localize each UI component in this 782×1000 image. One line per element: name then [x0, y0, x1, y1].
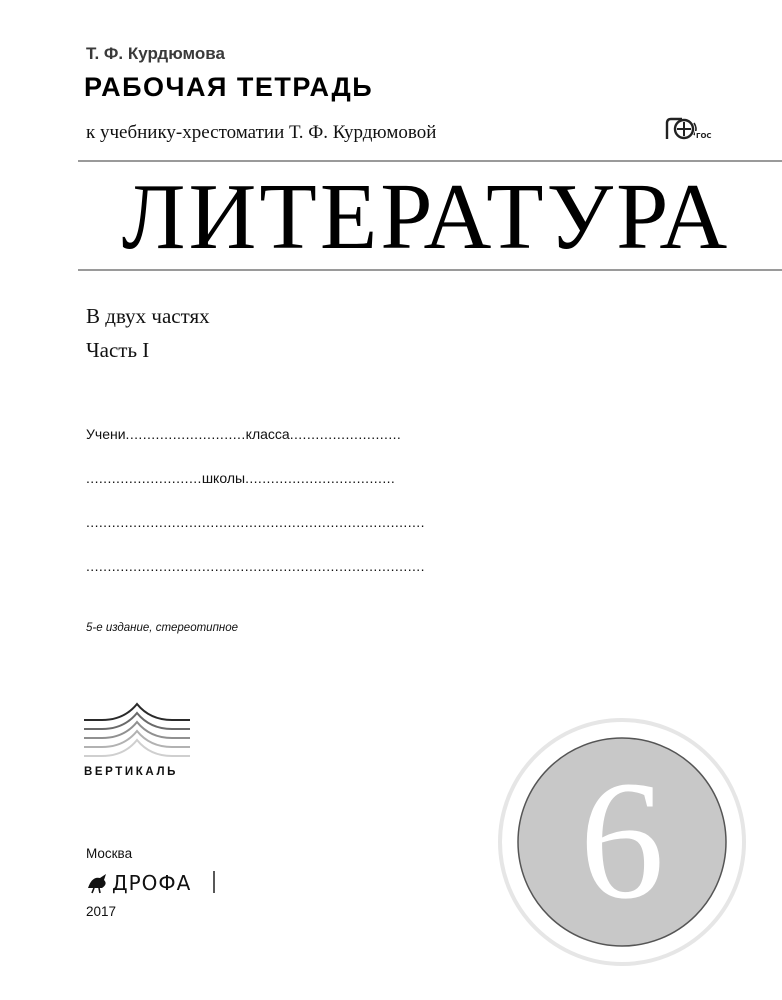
student-label: Учени — [86, 426, 126, 442]
school-dots-after: ................................... — [245, 470, 396, 486]
svg-text:ДРОФА: ДРОФА — [112, 871, 192, 895]
school-label: школы — [201, 470, 246, 486]
class-label: класса — [245, 426, 290, 442]
blank-dots-3: ............................................................................... — [86, 514, 425, 530]
blank-line-3 — [86, 514, 474, 530]
author-name: Т. Ф. Курдюмова — [86, 44, 225, 63]
school-dots-before: ........................... — [86, 470, 202, 486]
publication-year: 2017 — [86, 904, 117, 919]
blank-line-4 — [86, 558, 474, 574]
part-number: Часть I — [86, 338, 150, 362]
publisher-city: Москва — [86, 846, 133, 861]
parts-count: В двух частях — [86, 304, 210, 328]
drofa-logo-icon — [86, 870, 218, 894]
fgos-logo-icon — [664, 117, 710, 141]
student-line — [86, 426, 474, 442]
grade-number: 6 — [579, 746, 665, 934]
edition-note: 5-е издание, стереотипное — [86, 622, 239, 634]
imprint-name: ВЕРТИКАЛЬ — [84, 766, 178, 778]
class-dots: .......................... — [289, 426, 402, 442]
student-dots: ............................ — [125, 426, 246, 442]
textbook-subtitle: к учебнику-хрестоматии Т. Ф. Курдюмовой — [86, 122, 437, 143]
blank-dots-4: ............................................................................... — [86, 558, 425, 574]
bottom-divider — [78, 269, 782, 271]
subject-title: ЛИТЕРАТУРА — [121, 165, 731, 269]
svg-text:ГОС: ГОС — [696, 132, 712, 140]
school-line — [86, 470, 474, 486]
vertikal-arches-icon — [84, 702, 190, 760]
workbook-label: РАБОЧАЯ ТЕТРАДЬ — [84, 72, 374, 102]
